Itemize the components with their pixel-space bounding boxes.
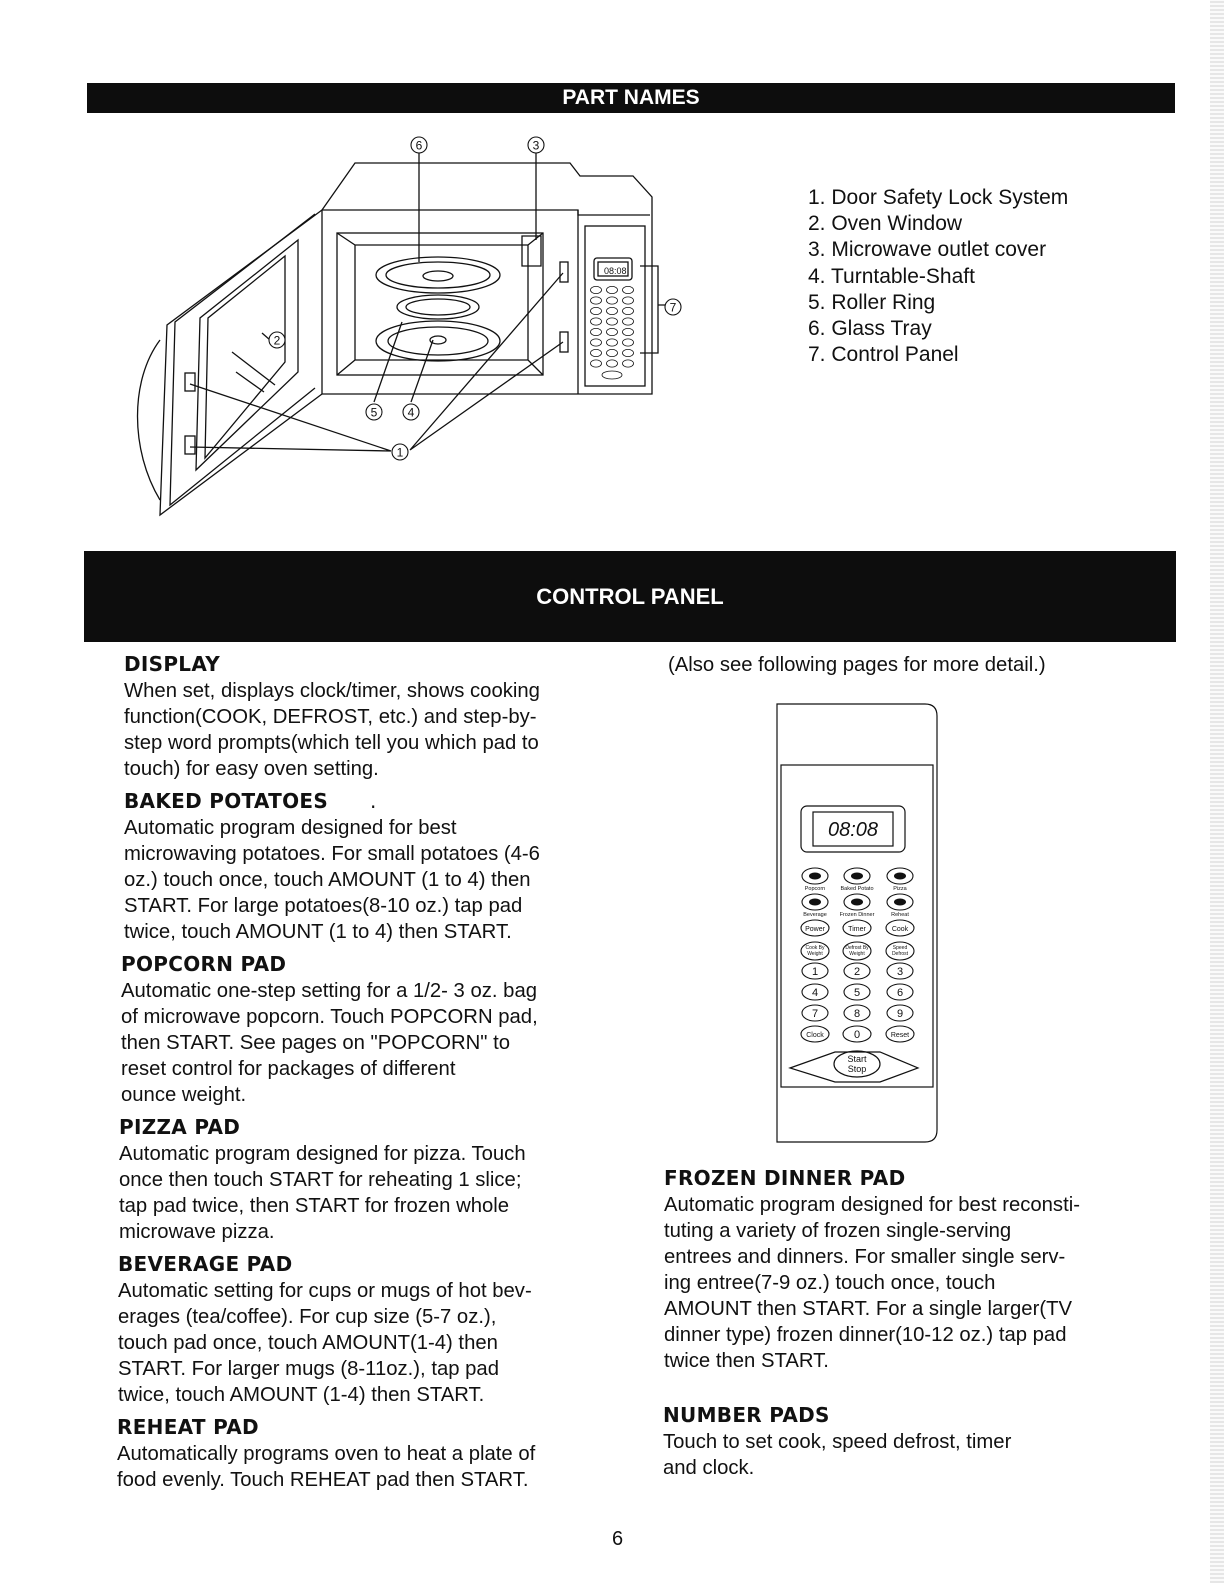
mini-keypad-button <box>607 360 618 367</box>
section-popcorn <box>121 952 538 1108</box>
section-line: START. For large potatoes(8-10 oz.) tap pad <box>124 895 523 917</box>
section-beverage <box>118 1252 532 1408</box>
section-pizza <box>119 1115 526 1245</box>
pad-label: Reheat <box>891 912 909 918</box>
digit-label: 7 <box>811 1008 819 1020</box>
pad-icon <box>809 873 821 880</box>
mini-keypad-button <box>591 360 602 367</box>
digit-label: 8 <box>853 1008 861 1020</box>
section-line: Automatically programs oven to heat a plate of <box>117 1443 536 1465</box>
pad-label: Clock <box>806 1032 824 1039</box>
section-line: tuting a variety of frozen single-serving <box>664 1220 1012 1242</box>
pad-label: Baked Potato <box>840 886 874 892</box>
digit-label: 4 <box>811 987 819 999</box>
mini-keypad-button <box>607 349 618 356</box>
section-line: touch) for easy oven setting. <box>124 758 379 780</box>
section-line: touch pad once, touch AMOUNT(1-4) then <box>118 1332 498 1354</box>
section-line: twice then START. <box>664 1350 829 1372</box>
mini-keypad-button <box>591 328 602 335</box>
section-line: tap pad twice, then START for frozen whole <box>119 1195 510 1217</box>
section-line: Automatic one-step setting for a 1/2- 3 oz. bag <box>121 980 538 1002</box>
section-line: step word prompts(which tell you which pad to <box>124 732 539 754</box>
pad-label: Popcorn <box>804 886 826 892</box>
section-reheat <box>117 1415 535 1493</box>
mini-keypad-button <box>623 349 634 356</box>
part-item: 7. Control Panel <box>808 343 959 367</box>
callout-2: 2 <box>273 333 281 348</box>
part-item: 4. Turntable-Shaft <box>808 264 975 288</box>
section-line: Automatic program designed for best reconsti- <box>664 1194 1080 1216</box>
section-line: Automatic program designed for best <box>124 817 457 839</box>
part-item: 5. Roller Ring <box>808 290 936 314</box>
part-item: 6. Glass Tray <box>808 317 932 341</box>
callout-1: 1 <box>396 445 404 460</box>
see-following-pages-note: (Also see following pages for more detail.) <box>668 654 1046 676</box>
section-display <box>124 652 540 782</box>
digit-label: 9 <box>896 1008 904 1020</box>
part-names-list <box>808 185 1068 368</box>
control-panel-header: CONTROL PANEL <box>84 551 1176 642</box>
control-panel-drawing <box>770 700 945 1150</box>
mini-keypad-button <box>591 318 602 325</box>
mini-keypad-button <box>591 297 602 304</box>
section-title: BEVERAGE PAD <box>118 1252 293 1276</box>
pad-icon <box>894 873 906 880</box>
mini-keypad-button <box>623 360 634 367</box>
section-baked-potatoes <box>124 789 540 945</box>
pad-label: Defrost <box>891 951 909 957</box>
section-line: Touch to set cook, speed defrost, timer <box>663 1431 1012 1453</box>
mini-keypad-button <box>591 286 602 293</box>
section-line: reset control for packages of different <box>121 1058 456 1080</box>
pad-label: 0 <box>853 1029 861 1041</box>
section-line: then START. See pages on "POPCORN" to <box>121 1032 511 1054</box>
section-line: START. For larger mugs (8-11oz.), tap pad <box>118 1358 499 1380</box>
section-line: microwaving potatoes. For small potatoes (4-6 <box>124 843 540 865</box>
pad-label: Cook By <box>805 945 825 951</box>
section-line: erages (tea/coffee). For cup size (5-7 oz.), <box>118 1306 497 1328</box>
callout-5: 5 <box>370 405 378 420</box>
mini-keypad-button <box>591 349 602 356</box>
mini-start-button <box>602 371 622 379</box>
stop-label: Stop <box>847 1064 867 1074</box>
callout-4: 4 <box>407 405 415 420</box>
section-line: oz.) touch once, touch AMOUNT (1 to 4) then <box>124 869 531 891</box>
mini-keypad-button <box>623 307 634 314</box>
section-line: twice, touch AMOUNT (1 to 4) then START. <box>124 921 512 943</box>
pad-label: Timer <box>848 926 866 933</box>
pad-label: Frozen Dinner <box>839 912 875 918</box>
pad-icon <box>851 873 863 880</box>
section-title: FROZEN DINNER PAD <box>664 1166 906 1190</box>
pad-label: Beverage <box>803 912 827 918</box>
mini-keypad-button <box>607 307 618 314</box>
callout-6: 6 <box>415 138 423 153</box>
section-line: AMOUNT then START. For a single larger(TV <box>664 1298 1072 1320</box>
section-title: PIZZA PAD <box>119 1115 241 1139</box>
section-line: food evenly. Touch REHEAT pad then START. <box>117 1469 529 1491</box>
microwave-diagram <box>128 130 698 530</box>
mini-keypad-button <box>623 286 634 293</box>
pad-label: Weight <box>849 951 865 957</box>
mini-keypad-button <box>607 318 618 325</box>
section-frozen-dinner <box>664 1166 1080 1374</box>
section-line: twice, touch AMOUNT (1-4) then START. <box>118 1384 485 1406</box>
mini-keypad-button <box>623 318 634 325</box>
digit-label: 5 <box>853 987 861 999</box>
part-names-header: PART NAMES <box>87 83 1175 113</box>
mini-keypad-button <box>623 328 634 335</box>
pad-label: Reset <box>890 1032 910 1039</box>
section-line: once then touch START for reheating 1 slice; <box>119 1169 522 1191</box>
section-title: REHEAT PAD <box>117 1415 259 1439</box>
pad-icon <box>851 899 863 906</box>
panel-display-digits: 08:08 <box>827 819 879 841</box>
mini-keypad-button <box>623 297 634 304</box>
section-line: and clock. <box>663 1457 755 1479</box>
pad-icon <box>809 899 821 906</box>
section-line: function(COOK, DEFROST, etc.) and step-by- <box>124 706 537 728</box>
section-line: ounce weight. <box>121 1084 247 1106</box>
mini-keypad-button <box>607 297 618 304</box>
mini-keypad-button <box>607 339 618 346</box>
pad-label: Pizza <box>893 886 907 892</box>
mini-keypad-button <box>591 307 602 314</box>
pad-label: Cook <box>891 926 909 933</box>
section-title: POPCORN PAD <box>121 952 287 976</box>
mini-keypad-button <box>623 339 634 346</box>
mini-keypad-button <box>591 339 602 346</box>
section-title: DISPLAY <box>124 652 220 676</box>
page-scan-edge <box>1210 0 1224 1583</box>
callout-3: 3 <box>532 138 540 153</box>
pad-label: Power <box>805 926 825 933</box>
mini-keypad-button <box>607 328 618 335</box>
section-title: BAKED POTATOES . <box>124 789 377 813</box>
page-number: 6 <box>612 1528 624 1550</box>
section-line: Automatic setting for cups or mugs of hot bev- <box>118 1280 532 1302</box>
part-item: 2. Oven Window <box>808 212 963 236</box>
section-line: dinner type) frozen dinner(10-12 oz.) tap pad <box>664 1324 1067 1346</box>
pad-label: Speed <box>892 945 908 951</box>
digit-label: 2 <box>853 966 861 978</box>
pad-icon <box>894 899 906 906</box>
section-line: ing entree(7-9 oz.) touch once, touch <box>664 1272 996 1294</box>
pad-label: Weight <box>807 951 823 957</box>
section-line: microwave pizza. <box>119 1221 275 1243</box>
digit-label: 6 <box>896 987 904 999</box>
svg-text:08:08: 08:08 <box>604 266 627 276</box>
section-line: Automatic program designed for pizza. Touch <box>119 1143 526 1165</box>
part-item: 1. Door Safety Lock System <box>808 186 1069 209</box>
callout-7: 7 <box>669 300 677 315</box>
section-line: When set, displays clock/timer, shows cooking <box>124 680 540 702</box>
digit-label: 3 <box>896 966 904 978</box>
start-label: Start <box>847 1054 867 1064</box>
section-line: of microwave popcorn. Touch POPCORN pad, <box>121 1006 538 1028</box>
mini-keypad-button <box>607 286 618 293</box>
digit-label: 1 <box>811 966 819 978</box>
section-line: entrees and dinners. For smaller single serv- <box>664 1246 1066 1268</box>
part-item: 3. Microwave outlet cover <box>808 238 1047 262</box>
section-title: NUMBER PADS <box>663 1403 830 1427</box>
pad-label: Defrost By <box>845 945 869 951</box>
section-number-pads <box>663 1403 1011 1481</box>
